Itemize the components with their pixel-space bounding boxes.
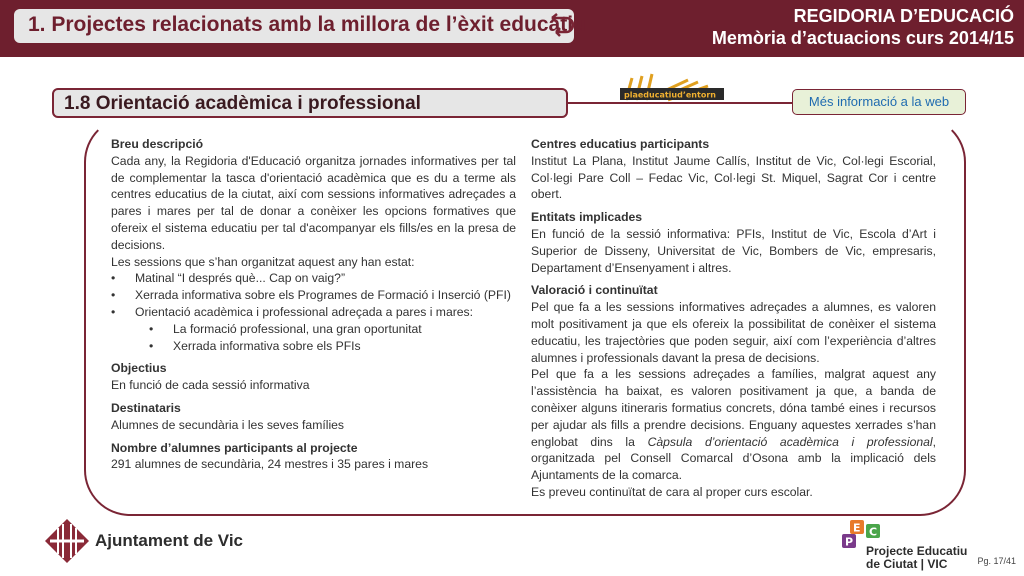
- list-item: [111, 270, 516, 287]
- page-number: Pg. 17/41: [977, 556, 1016, 566]
- org-name: REGIDORIA D’EDUCACIÓ: [793, 6, 1014, 26]
- right-column: [531, 136, 936, 501]
- sub-list-item: [111, 338, 516, 355]
- centres-heading: Centres educatius participants: [531, 137, 710, 151]
- evaluation-text-1: Pel que fa a les sessions informatives adreçades a alumnes, es valoren molt positivament ja que els ofereix la possibilitat de conèixer el sistema educatiu, les trajectòries que poden seguir, així com l’experiència d’altres alumnes i professionals davant la presa de decisions.: [531, 300, 936, 365]
- logo-text: plaeducatiud’entorn: [624, 90, 716, 100]
- evaluation-text-2: [531, 366, 936, 484]
- list-item-text: Orientació acadèmica i professional adreçada a pares i mares:: [135, 304, 474, 319]
- svg-text:E: E: [853, 521, 861, 535]
- section-title: 1.8 Orientació acadèmica i professional: [64, 93, 421, 114]
- return-arrow-icon[interactable]: [546, 12, 578, 40]
- participants-text: 291 alumnes de secundària, 24 mestres i 35 pares i mares: [111, 457, 429, 472]
- audience-text: Alumnes de secundària i les seves famílies: [111, 417, 345, 432]
- pec-line-1: Projecte Educatiu: [866, 544, 968, 558]
- header-bar: [0, 0, 1024, 57]
- description-text: Cada any, la Regidoria d'Educació organitza jornades informatives per tal de complementar la tasca d'orientació acadèmica que es du a terme als centres educatius de la ciutat, així com sessions informatives adreçades a pares i mares per tal de donar a conèixer les opcions formatives que ofereix el sistema educatiu per tal d'acompanyar els fills/es en la presa de decisions.: [111, 153, 516, 252]
- left-column: [111, 136, 516, 473]
- evaluation-text-3: Es preveu continuïtat de cara al proper curs escolar.: [531, 484, 813, 499]
- audience-heading: Destinataris: [111, 400, 181, 415]
- more-info-link[interactable]: Més informació a la web: [792, 89, 966, 115]
- objectives-heading: Objectius: [111, 361, 167, 376]
- org-header: [712, 5, 1014, 49]
- list-item-text: Xerrada informativa sobre els Programes de Formació i Inserció (PFI): [135, 288, 511, 303]
- entities-text: En funció de la sessió informativa: PFIs, Institut de Vic, Escola d’Art i Superior de Disseny, Universitat de Vic, Bombers de Vic, empresaris, Departament d’Ensenyament i altres.: [531, 226, 936, 275]
- bullet-icon: •: [149, 338, 154, 353]
- list-item: [111, 304, 516, 321]
- vic-coat-of-arms-icon: [44, 518, 90, 564]
- participants-heading: Nombre d’alumnes participants al projecte: [111, 440, 358, 455]
- evaluation-text-2b: , organitzada pel Consell Comarcal d’Osona amb la implicació dels Ajuntaments de la comarca.: [531, 434, 937, 483]
- city-council-name: Ajuntament de Vic: [95, 531, 243, 550]
- pla-educatiu-entorn-logo: [618, 72, 730, 118]
- bullet-icon: •: [111, 304, 116, 319]
- bullet-icon: •: [111, 288, 116, 303]
- list-item: [111, 287, 516, 304]
- evaluation-heading: Valoració i continuïtat: [531, 283, 658, 298]
- objectives-text: En funció de cada sessió informativa: [111, 378, 310, 393]
- sessions-intro: Les sessions que s’han organitzat aquest any han estat:: [111, 254, 415, 269]
- capsula-name: Càpsula d’orientació acadèmica i professional: [647, 434, 933, 449]
- svg-text:C: C: [869, 525, 878, 539]
- pec-line-2: de Ciutat | VIC: [866, 557, 948, 571]
- sub-list-item: [111, 321, 516, 338]
- list-item-text: Xerrada informativa sobre els PFIs: [173, 338, 361, 353]
- page-title-pill: [14, 9, 586, 43]
- page-title: 1. Projectes relacionats amb la millora de l’èxit educatiu: [28, 13, 586, 36]
- connector-line: [568, 102, 792, 104]
- list-item-text: La formació professional, una gran oportunitat: [173, 321, 422, 336]
- list-item-text: Matinal “I després què... Cap on vaig?”: [135, 271, 346, 286]
- centres-text: Institut La Plana, Institut Jaume Callís, Institut de Vic, Col·legi Escorial, Col·legi Pare Coll – Fedac Vic, Col·legi St. Miquel, Sagrat Cor i centre obert.: [531, 153, 936, 202]
- evaluation-text-2a: Pel que fa a les sessions adreçades a famílies, malgrat aquest any l’assistència ha baixat, es valoren positivament ja que, a banda de conèixer alguns itineraris formatius concrets, dóna també eines i recursos per ajudar als fills a prendre decisions. Enguany aquestes xerrades s’han englobat dins la: [531, 367, 936, 449]
- report-title: Memòria d’actuacions curs 2014/15: [711, 28, 1014, 48]
- svg-text:P: P: [845, 535, 854, 549]
- entities-heading: Entitats implicades: [531, 210, 643, 225]
- bullet-icon: •: [149, 321, 154, 336]
- bullet-icon: •: [111, 271, 116, 286]
- description-heading: Breu descripció: [111, 137, 204, 151]
- pec-name: [866, 545, 967, 571]
- section-title-pill: [52, 88, 568, 118]
